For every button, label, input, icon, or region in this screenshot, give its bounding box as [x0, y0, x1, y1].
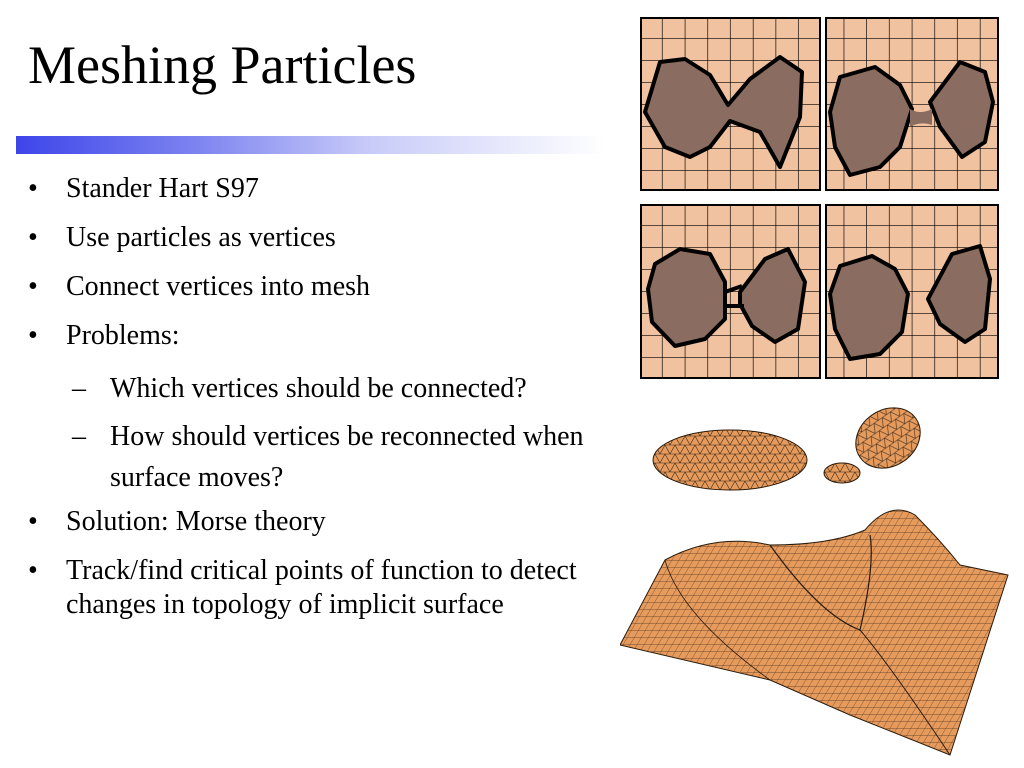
title-underline-gradient	[16, 136, 606, 154]
bullet-marker: •	[28, 506, 38, 537]
mesh-ellipsoids-figure	[650, 400, 930, 500]
bullet-text: Stander Hart S97	[66, 173, 259, 204]
bullet-marker: •	[28, 555, 38, 586]
bullet-item	[28, 505, 608, 539]
bullet-text: Connect vertices into mesh	[66, 271, 371, 302]
dash-marker: –	[72, 421, 86, 452]
bullet-text: Problems:	[66, 320, 180, 351]
sub-bullet-text: How should vertices be reconnected when surface moves?	[110, 421, 584, 493]
sub-bullet-item	[72, 368, 608, 409]
sub-bullet-text: Which vertices should be connected?	[110, 373, 527, 404]
grid-figure-top	[640, 17, 1000, 192]
bullet-text: Solution: Morse theory	[66, 506, 326, 537]
bullet-item	[28, 221, 608, 255]
bullet-text: Use particles as vertices	[66, 222, 336, 253]
surface-mesh-figure	[620, 505, 1010, 760]
bullet-item	[28, 270, 608, 304]
bullet-marker: •	[28, 271, 38, 302]
panel-top-left	[641, 18, 820, 190]
panel-bottom-left	[641, 205, 820, 378]
blob-shape	[648, 249, 725, 346]
dash-marker: –	[72, 373, 86, 404]
panel-bottom-right	[826, 205, 998, 378]
bullet-marker: •	[28, 222, 38, 253]
bullet-marker: •	[28, 320, 38, 351]
bullet-list	[28, 172, 608, 637]
bullet-item	[28, 554, 608, 622]
grid-figure-bottom	[640, 204, 1000, 380]
sub-bullet-item	[72, 416, 608, 498]
slide-title: Meshing Particles	[28, 35, 417, 95]
bullet-text: Track/find critical points of function to detect changes in topology of implicit surface	[66, 555, 577, 620]
bullet-item	[28, 172, 608, 206]
mesh-ellipsoid-small	[824, 463, 860, 483]
panel-top-right	[826, 18, 998, 190]
mesh-ellipsoid-large	[653, 430, 807, 490]
bullet-item	[28, 319, 608, 353]
bullet-marker: •	[28, 173, 38, 204]
